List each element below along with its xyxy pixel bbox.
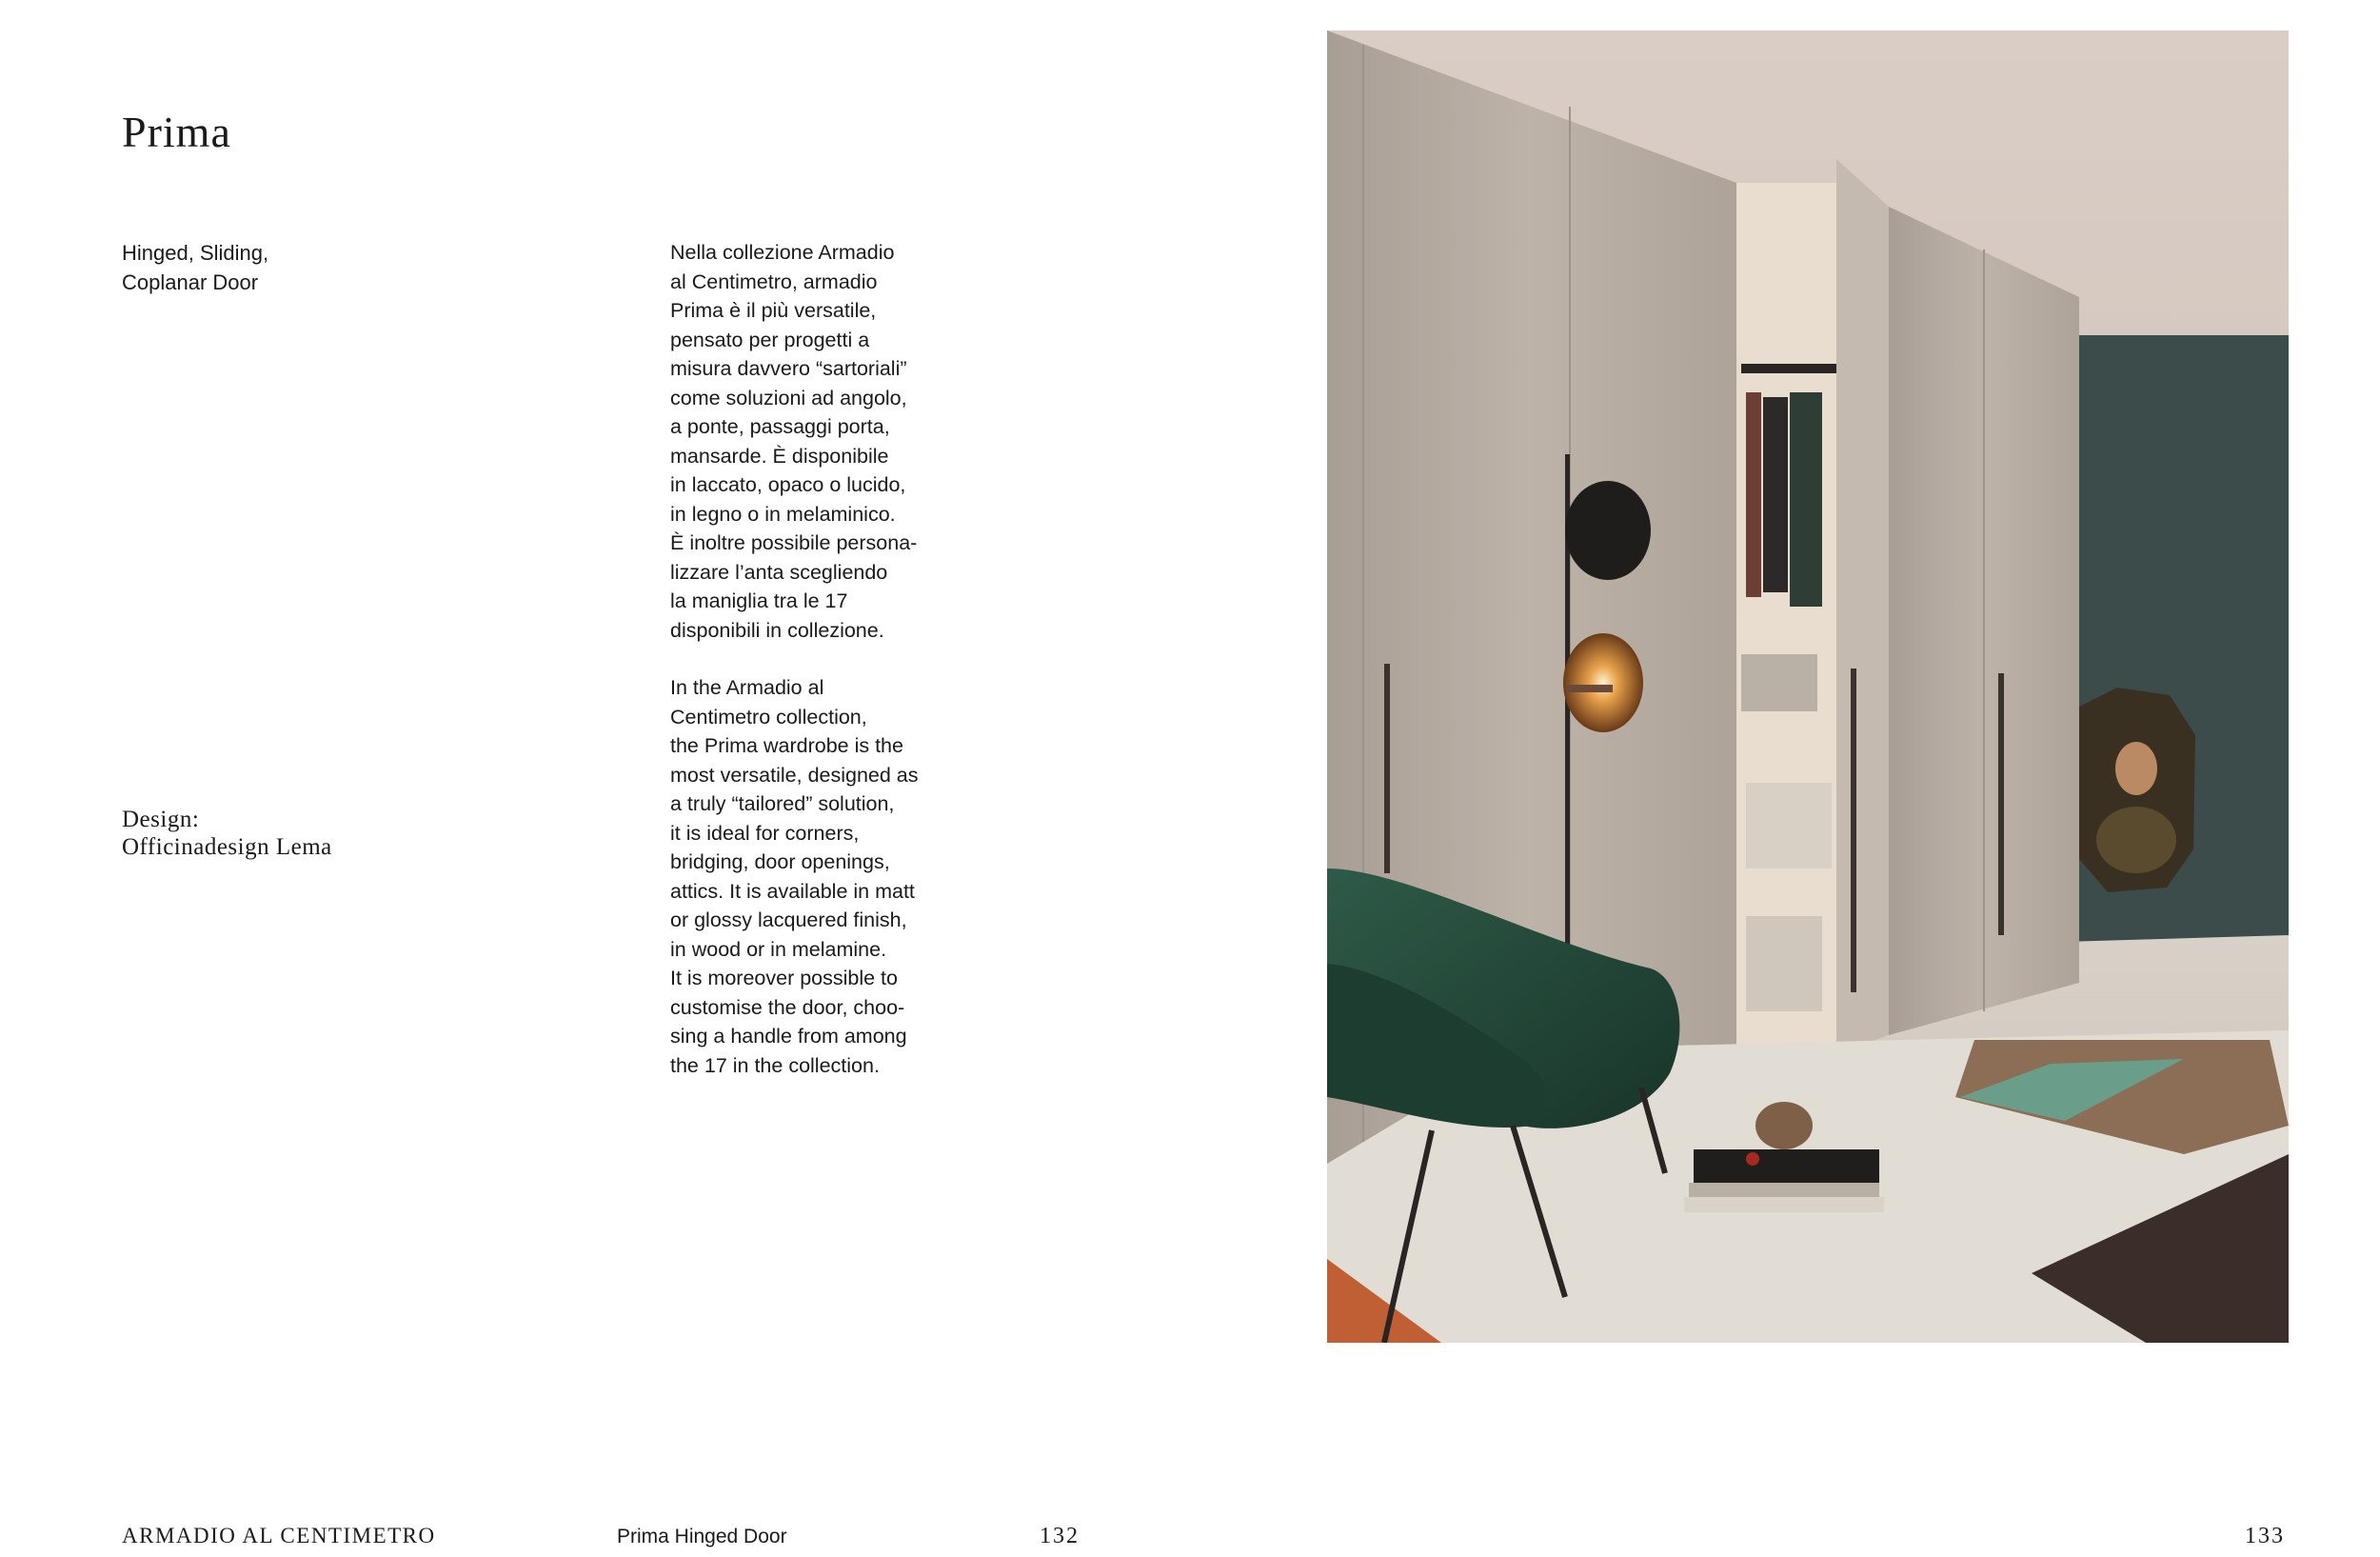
text-line: la maniglia tra le 17 (670, 589, 848, 612)
text-line: mansarde. È disponibile (670, 444, 889, 468)
text-line: it is ideal for corners, (670, 821, 860, 845)
text-line: lizzare l’anta scegliendo (670, 560, 888, 584)
text-line: Prima è il più versatile, (670, 299, 877, 322)
description-english (670, 673, 956, 1080)
design-credit (122, 806, 332, 861)
teal-wall (2051, 335, 2289, 1002)
page-number-right: 133 (2245, 1524, 2285, 1548)
text-line: In the Armadio al (670, 676, 824, 699)
handle (1851, 669, 1856, 992)
wardrobe-photo (1327, 30, 2289, 1343)
text-line: attics. It is available in matt (670, 879, 915, 903)
handle (1384, 664, 1390, 873)
text-line: Centimetro collection, (670, 705, 867, 729)
text-line: in legno o in melaminico. (670, 502, 896, 526)
text-line: most versatile, designed as (670, 763, 919, 787)
description-italian (670, 238, 956, 645)
text-line: in laccato, opaco o lucido, (670, 473, 906, 496)
text-line: It is moreover possible to (670, 967, 898, 989)
door-types-line: Hinged, Sliding, (122, 241, 269, 265)
footer-collection: ARMADIO AL CENTIMETRO (122, 1524, 436, 1547)
open-door (1836, 159, 1889, 1054)
door-types (122, 238, 268, 297)
page-title: Prima (122, 108, 231, 156)
text-line: a ponte, passaggi porta, (670, 415, 890, 438)
hanging-clothes (1746, 392, 1822, 607)
text-line: in wood or in melamine. (670, 937, 887, 961)
text-line: bridging, door openings, (670, 850, 890, 873)
page-number-left: 132 (1040, 1524, 1080, 1548)
text-line: Nella collezione Armadio (670, 241, 895, 264)
text-line: the 17 in the collection. (670, 1053, 880, 1077)
text-line: sing a handle from among (670, 1025, 907, 1048)
text-line: pensato per progetti a (670, 328, 870, 351)
footer-subtitle: Prima Hinged Door (617, 1526, 787, 1547)
text-line: al Centimetro, armadio (670, 269, 878, 293)
description-column (670, 238, 956, 1080)
text-line: a truly “tailored” solution, (670, 792, 895, 815)
door-types-line: Coplanar Door (122, 270, 259, 294)
handle (1998, 673, 2004, 935)
text-line: come soluzioni ad angolo, (670, 386, 907, 409)
portrait-painting (2079, 688, 2195, 892)
designer-name: Officinadesign Lema (122, 834, 332, 860)
text-line: or glossy lacquered finish, (670, 908, 907, 931)
text-line: misura davvero “sartoriali” (670, 357, 907, 380)
text-line: customise the door, choo- (670, 995, 905, 1019)
text-line: È inoltre possibile persona- (670, 531, 918, 554)
text-line: disponibili in collezione. (670, 618, 884, 642)
text-line: the Prima wardrobe is the (670, 734, 903, 757)
design-label: Design: (122, 807, 200, 832)
